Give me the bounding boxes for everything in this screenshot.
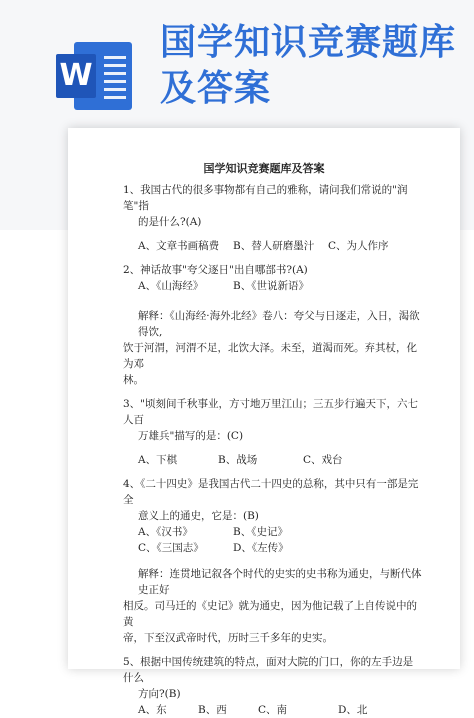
question-1-line1: 1、我国古代的很多事物都有自己的雅称，请问我们常说的"润笔"指 xyxy=(123,184,408,212)
question-4-option-d: D、《左传》 xyxy=(233,542,289,554)
question-1-option-b: B、替人研磨墨汁 xyxy=(233,240,315,252)
question-5-option-d: D、北 xyxy=(338,704,368,716)
question-2-options xyxy=(123,278,423,294)
question-2-option-a: A、《山海经》 xyxy=(138,280,204,292)
document-page xyxy=(68,128,460,716)
question-5-option-b: B、西 xyxy=(198,704,227,716)
question-3-option-b: B、战场 xyxy=(218,454,258,466)
question-3-line2: 万雄兵"描写的是：(C) xyxy=(138,430,244,442)
question-4-explain-line3: 帝，下至汉武帝时代，历时三千多年的史实。 xyxy=(123,632,333,644)
question-5-option-c: C、南 xyxy=(258,704,288,716)
question-1-options xyxy=(123,238,423,254)
question-4-explain-line2: 相反。司马迁的《史记》就为通史，因为他记载了上自传说中的黄 xyxy=(123,600,417,628)
question-3-options xyxy=(123,452,423,468)
question-1-option-a: A、文章书画稿费 xyxy=(138,240,220,252)
question-4-explain-line1: 解释：连贯地记叙各个时代的史实的史书称为通史，与断代体史正好 xyxy=(138,568,422,596)
question-4-option-b: B、《史记》 xyxy=(233,526,288,538)
question-2-explain-line2: 饮于河渭，河渭不足，北饮大泽。未至，道渴而死。弃其杖，化为邓 xyxy=(123,342,417,370)
question-2-option-b: B、《世说新语》 xyxy=(233,280,309,292)
question-4-options-row1 xyxy=(123,524,423,540)
question-1-line2: 的是什么?(A) xyxy=(138,216,202,228)
question-5-line2: 方向?(B) xyxy=(138,688,181,700)
question-5-option-a: A、东 xyxy=(138,704,167,716)
word-logo-letter: W xyxy=(56,54,96,98)
question-3-option-c: C、戏台 xyxy=(303,454,343,466)
question-3-option-a: A、下棋 xyxy=(138,454,178,466)
question-5-options xyxy=(123,702,423,718)
document-body xyxy=(123,182,423,718)
question-5-line1: 5、根据中国传统建筑的特点，面对大院的门口，你的左手边是什么 xyxy=(123,656,414,684)
question-4-line1: 4、《二十四史》是我国古代二十四史的总称，其中只有一部是完全 xyxy=(123,478,419,506)
question-2-line1: 2、神话故事"夸父逐日"出自哪部书?(A) xyxy=(123,264,308,276)
word-logo-icon xyxy=(56,42,132,110)
question-2-explain-line1: 解释：《山海经·海外北经》卷八：夸父与日逐走，入日，渴欲得饮, xyxy=(138,310,420,338)
question-4-option-a: A、《汉书》 xyxy=(138,526,193,538)
document-title: 国学知识竞赛题库及答案 xyxy=(203,162,325,175)
question-3-line1: 3、"顷刻间千秋事业，方寸地万里江山；三五步行遍天下，六七人百 xyxy=(123,398,419,426)
question-4-option-c: C、《三国志》 xyxy=(138,542,204,554)
question-1-option-c: C、为人作序 xyxy=(328,240,389,252)
question-4-line2: 意义上的通史，它是：(B) xyxy=(138,510,259,522)
question-2-explain-line3: 林。 xyxy=(123,374,144,386)
question-4-options-row2 xyxy=(123,540,423,556)
page-title: 国学知识竞赛题库及答案 xyxy=(160,22,457,109)
